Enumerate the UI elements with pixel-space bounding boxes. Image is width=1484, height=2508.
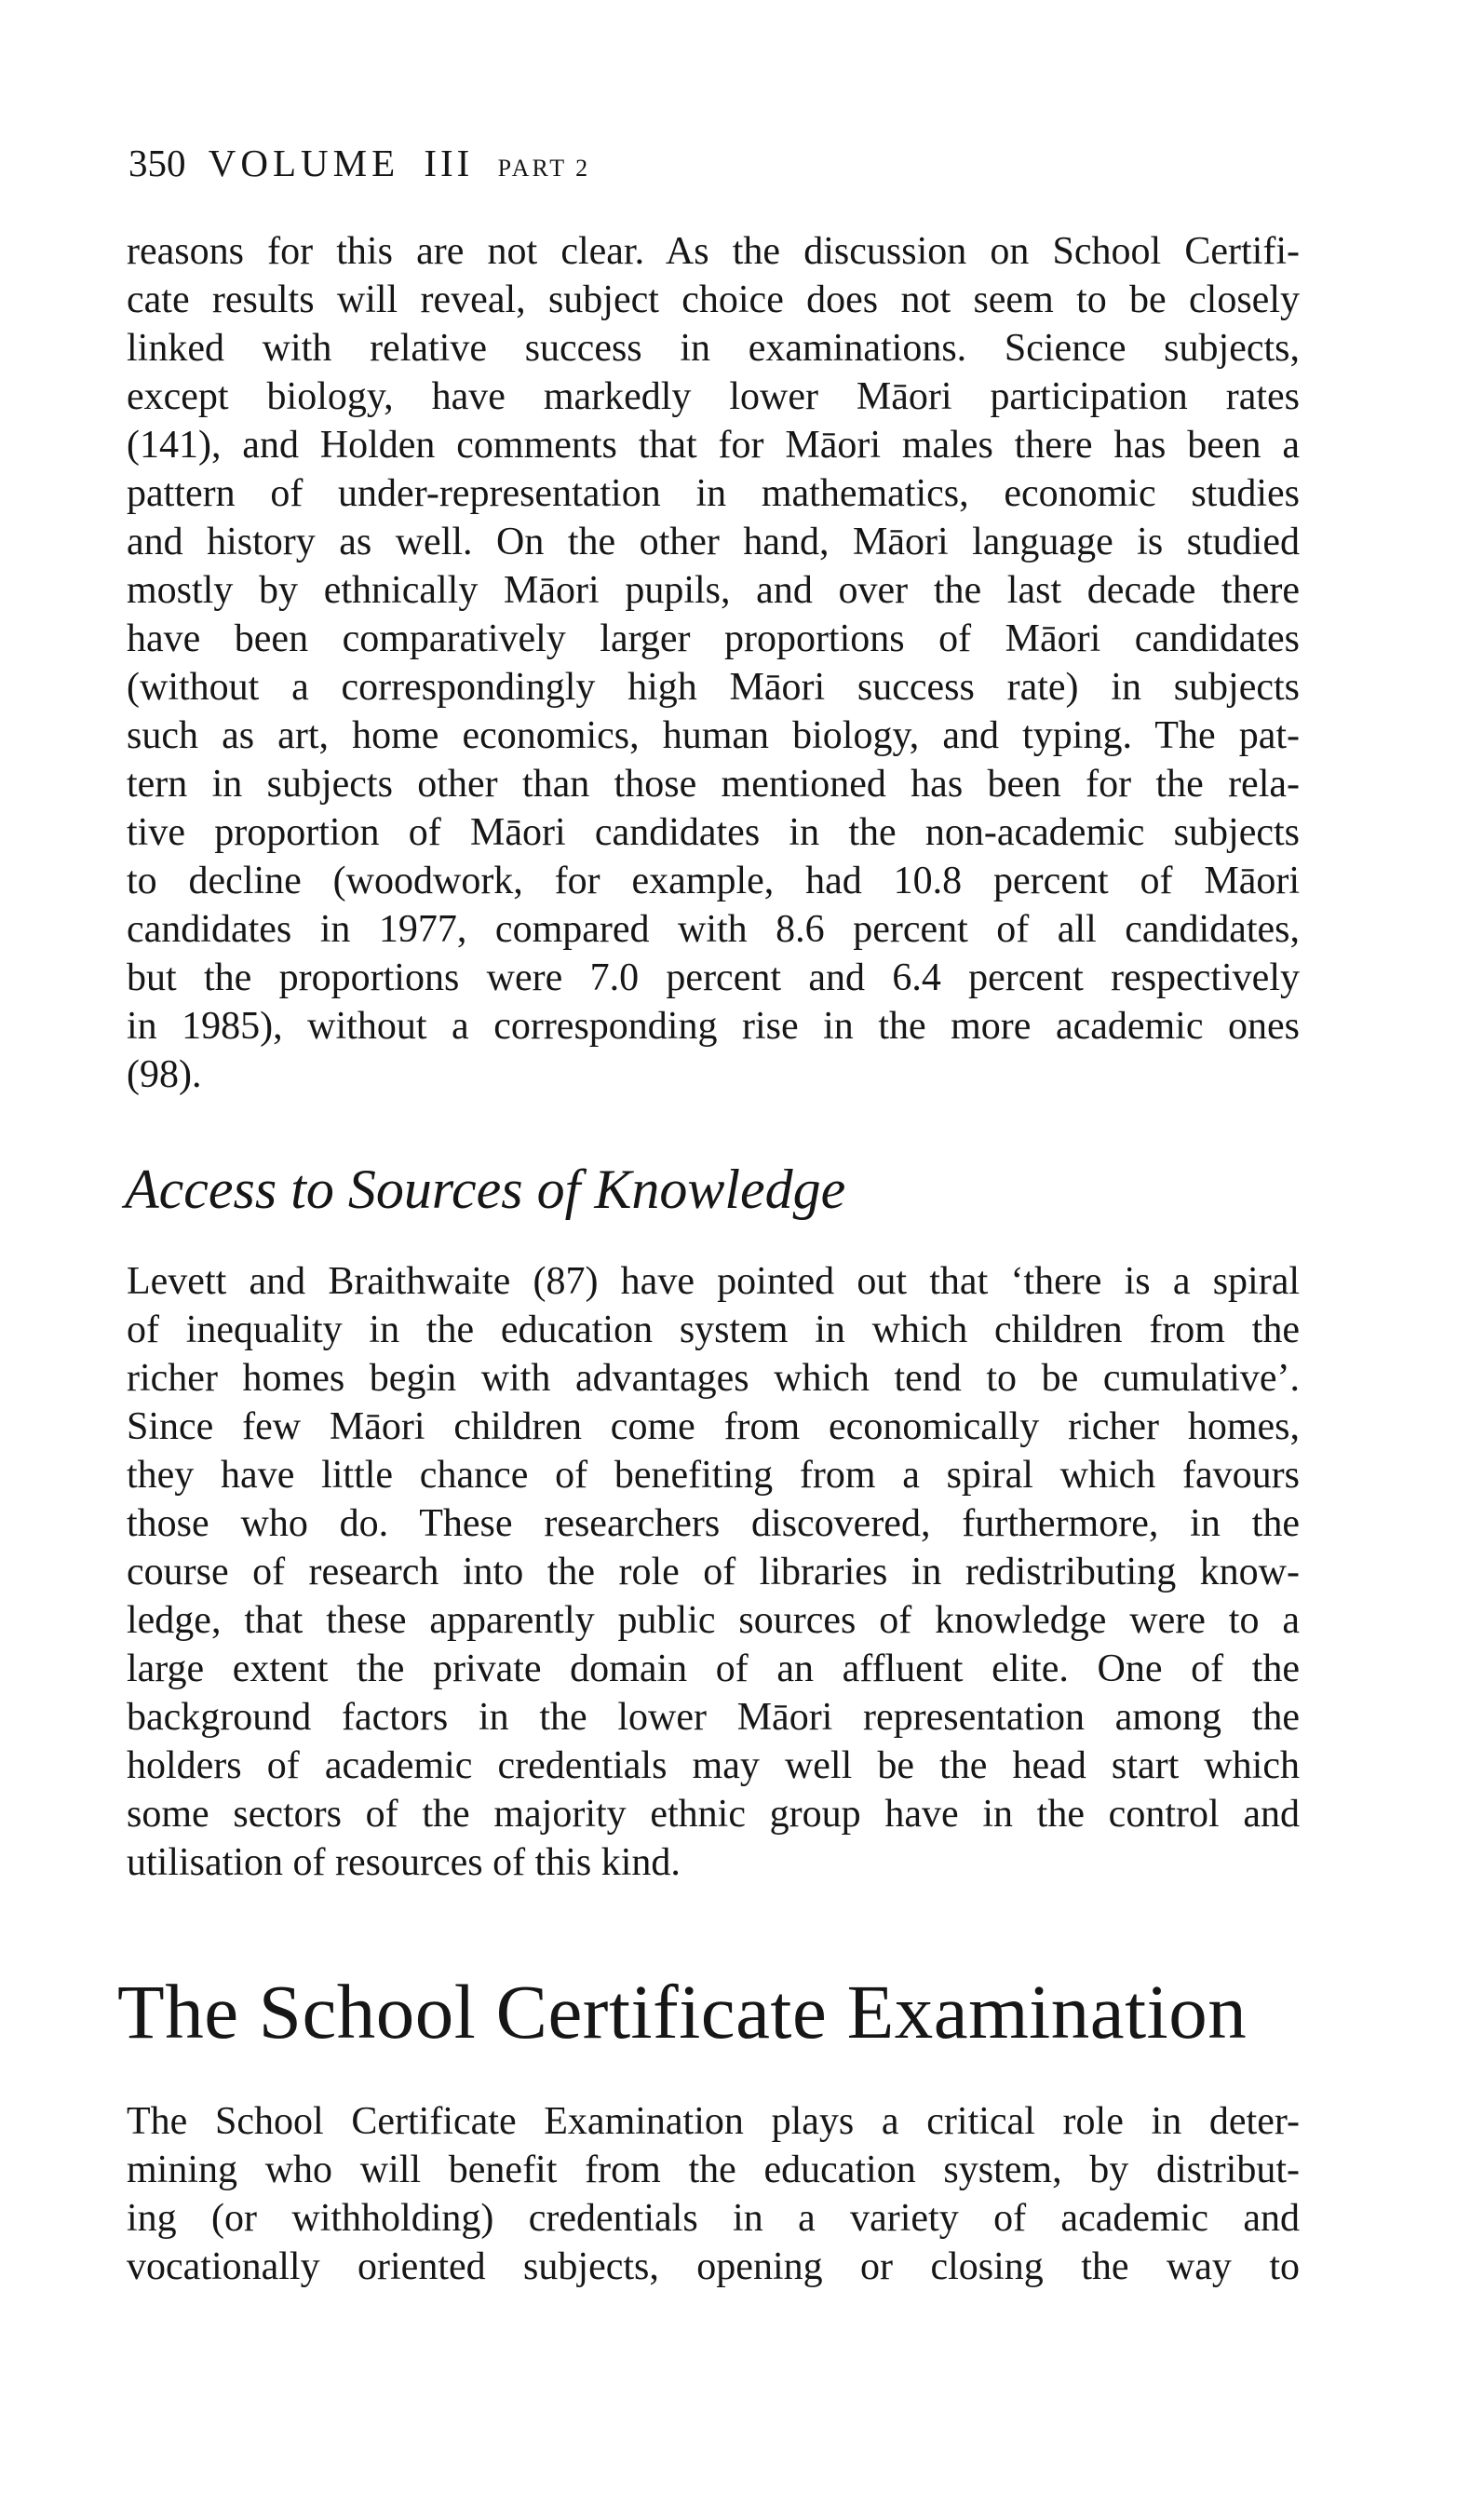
text-line: in 1985), without a corresponding rise in the more academic ones	[127, 1005, 1300, 1048]
text-line: tern in subjects other than those mentioned has been for the rela-	[127, 763, 1300, 806]
text-line: holders of academic credentials may well be the head start which	[127, 1744, 1300, 1787]
text-line: of inequality in the education system in which children from the	[127, 1308, 1300, 1351]
text-line: richer homes begin with advantages which tend to be cumulative’.	[127, 1357, 1300, 1400]
text-line: mining who will benefit from the education system, by distribut-	[127, 2149, 1300, 2191]
text-line: candidates in 1977, compared with 8.6 percent of all candidates,	[127, 908, 1300, 951]
page-number: 350	[128, 142, 186, 184]
text-line: Levett and Braithwaite (87) have pointed out that ‘there is a spiral	[127, 1260, 1300, 1303]
text-line: (without a correspondingly high Māori success rate) in subjects	[127, 666, 1300, 709]
running-head	[128, 140, 590, 192]
text-line: reasons for this are not clear. As the discussion on School Certifi-	[127, 230, 1300, 273]
text-line: pattern of under-representation in mathematics, economic studies	[127, 472, 1300, 515]
volume-number: III	[424, 142, 474, 184]
text-line: background factors in the lower Māori representation among the	[127, 1696, 1300, 1739]
volume-label: VOLUME	[208, 142, 400, 184]
text-line: tive proportion of Māori candidates in the non-academic subjects	[127, 811, 1300, 854]
text-line: they have little chance of benefiting from a spiral which favours	[127, 1454, 1300, 1497]
text-line: except biology, have markedly lower Māori participation rates	[127, 375, 1300, 418]
text-line: (98).	[127, 1053, 202, 1096]
text-line: such as art, home economics, human biology, and typing. The pat-	[127, 714, 1300, 757]
text-line: (141), and Holden comments that for Māori males there has been a	[127, 424, 1300, 467]
text-line: ing (or withholding) credentials in a variety of academic and	[127, 2197, 1300, 2240]
text-line: cate results will reveal, subject choice does not seem to be closely	[127, 278, 1300, 321]
text-line: have been comparatively larger proportions of Māori candidates	[127, 617, 1300, 660]
text-line: ledge, that these apparently public sources of knowledge were to a	[127, 1599, 1300, 1642]
subheading: Access to Sources of Knowledge	[125, 1159, 846, 1220]
text-line: large extent the private domain of an affluent elite. One of the	[127, 1647, 1300, 1690]
text-line: to decline (woodwork, for example, had 10.8 percent of Māori	[127, 860, 1300, 902]
text-line: vocationally oriented subjects, opening or closing the way to	[127, 2245, 1300, 2288]
text-line: Since few Māori children come from economically richer homes,	[127, 1405, 1300, 1448]
text-line: and history as well. On the other hand, Māori language is studied	[127, 521, 1300, 563]
text-line: mostly by ethnically Māori pupils, and over the last decade there	[127, 569, 1300, 612]
text-line: The School Certificate Examination plays a critical role in deter-	[127, 2100, 1300, 2143]
section-title: The School Certificate Examination	[117, 1969, 1248, 2054]
text-line: those who do. These researchers discovered, furthermore, in the	[127, 1502, 1300, 1545]
text-line: course of research into the role of libraries in redistributing know-	[127, 1551, 1300, 1593]
part-label: PART 2	[497, 155, 591, 182]
text-line: utilisation of resources of this kind.	[127, 1841, 681, 1884]
text-line: linked with relative success in examinations. Science subjects,	[127, 327, 1300, 370]
text-line: some sectors of the majority ethnic group have in the control and	[127, 1793, 1300, 1836]
text-line: but the proportions were 7.0 percent and 6.4 percent respectively	[127, 956, 1300, 999]
